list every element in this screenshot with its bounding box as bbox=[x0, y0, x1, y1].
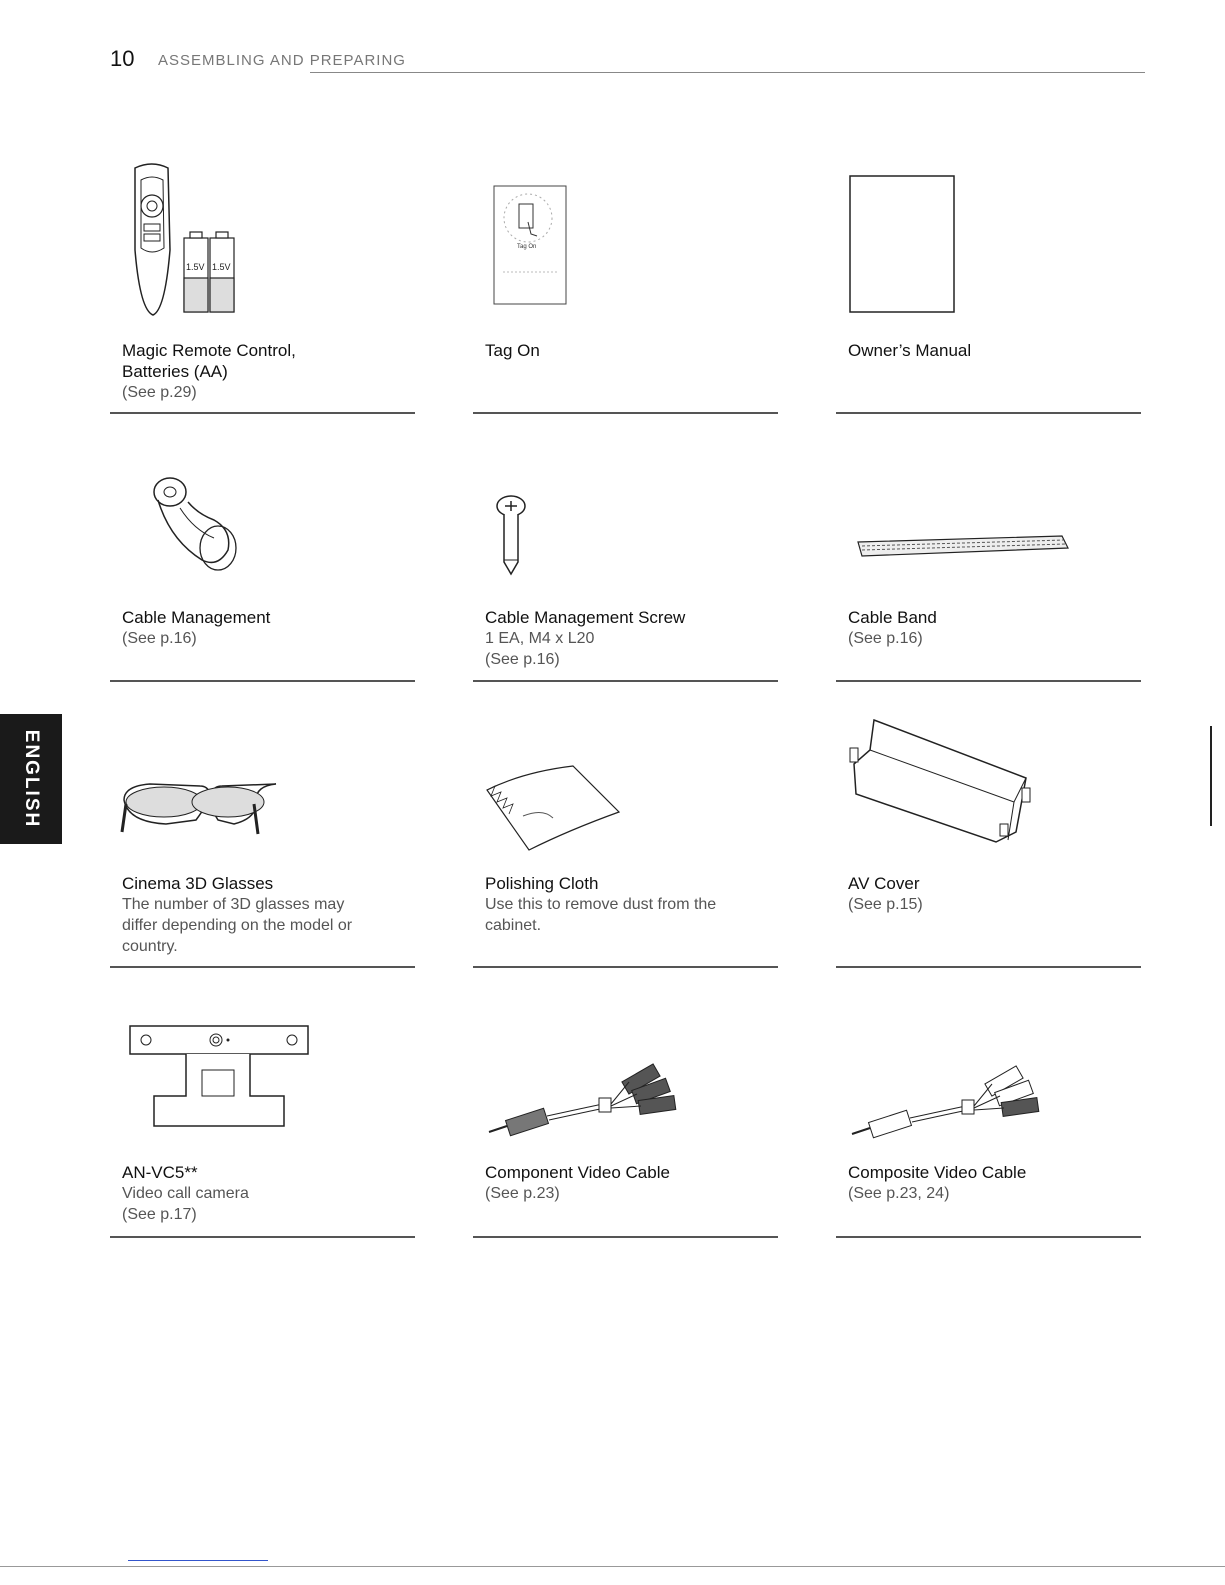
cable-band-icon bbox=[836, 470, 1141, 590]
item-desc: Use this to remove dust from the bbox=[485, 896, 717, 913]
item-owners-manual bbox=[836, 160, 1141, 415]
screw-icon bbox=[473, 470, 778, 590]
tag-on-icon-text: Tag On bbox=[517, 244, 537, 250]
battery-label: 1.5V bbox=[186, 262, 205, 272]
item-desc: country. bbox=[122, 938, 178, 955]
item-cable-screw bbox=[473, 470, 778, 685]
item-title: Polishing Cloth bbox=[485, 874, 599, 893]
item-divider bbox=[836, 1236, 1141, 1238]
page-number: 10 bbox=[110, 46, 135, 71]
item-av-cover bbox=[836, 690, 1141, 975]
item-cable-management bbox=[110, 470, 415, 685]
item-component-cable bbox=[473, 1010, 778, 1245]
item-text bbox=[485, 873, 778, 936]
composite-cable-icon bbox=[836, 1010, 1141, 1150]
item-divider bbox=[110, 680, 415, 682]
section-title: ASSEMBLING AND PREPARING bbox=[158, 52, 406, 69]
item-divider bbox=[473, 412, 778, 414]
item-title: Cinema 3D Glasses bbox=[122, 874, 274, 893]
owners-manual-icon bbox=[836, 160, 1141, 320]
item-divider bbox=[110, 1236, 415, 1238]
item-magic-remote bbox=[110, 160, 415, 415]
item-cable-band bbox=[836, 470, 1141, 685]
item-text bbox=[122, 873, 415, 957]
item-text bbox=[122, 607, 415, 649]
item-desc: differ depending on the model or bbox=[122, 917, 353, 934]
item-divider bbox=[836, 412, 1141, 414]
header-rule bbox=[310, 72, 1145, 73]
item-title: AV Cover bbox=[848, 874, 920, 893]
item-divider bbox=[836, 680, 1141, 682]
item-text bbox=[122, 1162, 415, 1225]
item-desc: The number of 3D glasses may bbox=[122, 896, 345, 913]
item-desc: (See p.15) bbox=[848, 896, 923, 913]
item-text bbox=[848, 607, 1141, 649]
component-cable-icon bbox=[473, 1010, 778, 1150]
item-title: Component Video Cable bbox=[485, 1163, 670, 1182]
item-camera bbox=[110, 1010, 415, 1245]
item-title: Cable Management Screw bbox=[485, 608, 686, 627]
av-cover-icon bbox=[836, 690, 1141, 860]
item-text bbox=[848, 340, 1141, 361]
item-divider bbox=[473, 680, 778, 682]
battery-label: 1.5V bbox=[212, 262, 231, 272]
polishing-cloth-icon bbox=[473, 690, 778, 860]
item-text bbox=[485, 607, 778, 670]
item-desc: 1 EA, M4 x L20 bbox=[485, 630, 595, 647]
item-desc: (See p.16) bbox=[848, 630, 923, 647]
item-tag-on bbox=[473, 160, 778, 415]
item-text bbox=[848, 873, 1141, 915]
item-title: Batteries (AA) bbox=[122, 362, 228, 381]
item-title: Cable Management bbox=[122, 608, 271, 627]
language-tab bbox=[0, 714, 62, 844]
item-3d-glasses bbox=[110, 690, 415, 975]
item-divider bbox=[473, 966, 778, 968]
page-bottom-link-mark bbox=[128, 1560, 268, 1561]
item-divider bbox=[473, 1236, 778, 1238]
page-header bbox=[110, 46, 1145, 76]
item-divider bbox=[110, 966, 415, 968]
item-desc: (See p.23, 24) bbox=[848, 1185, 950, 1202]
item-desc: (See p.17) bbox=[122, 1206, 197, 1223]
magic-remote-icon bbox=[110, 160, 415, 320]
video-camera-icon bbox=[110, 1010, 415, 1150]
item-desc: (See p.16) bbox=[122, 630, 197, 647]
item-title: AN-VC5** bbox=[122, 1163, 198, 1182]
item-title: Cable Band bbox=[848, 608, 937, 627]
item-title: Tag On bbox=[485, 341, 540, 360]
item-title: Composite Video Cable bbox=[848, 1163, 1027, 1182]
item-polishing-cloth bbox=[473, 690, 778, 975]
item-title: Owner’s Manual bbox=[848, 341, 972, 360]
item-text bbox=[485, 340, 778, 361]
item-divider bbox=[110, 412, 415, 414]
item-composite-cable bbox=[836, 1010, 1141, 1245]
cable-management-clip-icon bbox=[110, 470, 415, 590]
item-text bbox=[485, 1162, 778, 1204]
item-desc: cabinet. bbox=[485, 917, 542, 934]
edge-mark bbox=[1210, 726, 1212, 826]
item-divider bbox=[836, 966, 1141, 968]
item-desc: (See p.16) bbox=[485, 651, 560, 668]
item-title: Magic Remote Control, bbox=[122, 341, 296, 360]
item-text bbox=[122, 340, 415, 403]
3d-glasses-icon bbox=[110, 690, 415, 860]
language-tab-label: ENGLISH bbox=[21, 729, 42, 829]
item-desc: (See p.29) bbox=[122, 384, 197, 401]
tag-on-card-icon bbox=[473, 160, 778, 320]
item-desc: Video call camera bbox=[122, 1185, 249, 1202]
item-desc: (See p.23) bbox=[485, 1185, 560, 1202]
item-text bbox=[848, 1162, 1141, 1204]
page-bottom-rule bbox=[0, 1566, 1225, 1567]
